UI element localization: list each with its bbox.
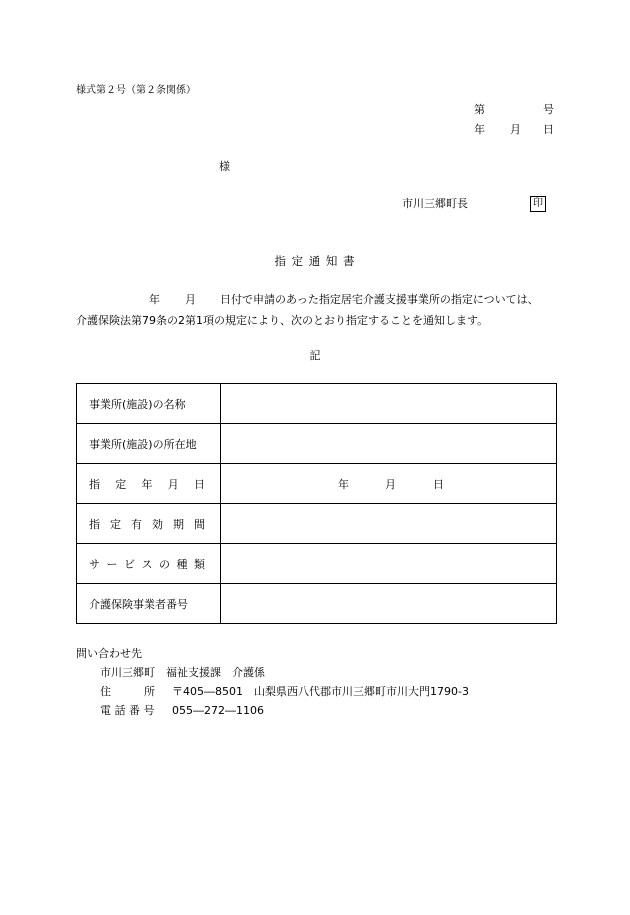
seal-mark: 印 [530, 196, 546, 212]
service-type-label: サ ー ビ ス の 種 類 [77, 544, 221, 584]
designation-month: 月 [385, 477, 396, 491]
designation-date-value [221, 464, 557, 504]
table-row [77, 584, 557, 624]
body-month: 月 [185, 293, 196, 306]
facility-name-label: 事業所(施設)の名称 [77, 384, 221, 424]
designation-year: 年 [338, 477, 349, 491]
body-year: 年 [149, 293, 160, 306]
service-type-value [221, 544, 557, 584]
validity-period-label: 指 定 有 効 期 間 [77, 504, 221, 544]
facility-name-value [221, 384, 557, 424]
doc-number-prefix: 第 [474, 103, 485, 116]
designation-date-label: 指 定 年 月 日 [77, 464, 221, 504]
contact-address-label: 住 所 [100, 685, 155, 698]
contact-address: 〒405―8501 山梨県西八代郡市川三郷町市川大門1790-3 [172, 685, 469, 698]
table-row [77, 464, 557, 504]
facility-address-value [221, 424, 557, 464]
table-row [77, 424, 557, 464]
designation-day: 日 [433, 477, 444, 491]
body-line1-text: 日付で申請のあった指定居宅介護支援事業所の指定については、 [220, 293, 539, 306]
provider-number-value [221, 584, 557, 624]
provider-number-label: 介護保険事業者番号 [77, 584, 221, 624]
issuer-name: 市川三郷町長 [402, 197, 468, 210]
table-row [77, 544, 557, 584]
contact-phone: 055―272―1106 [172, 704, 264, 717]
doc-number-suffix: 号 [543, 103, 554, 116]
contact-phone-label: 電 話 番 号 [100, 704, 155, 717]
addressee-suffix: 様 [219, 160, 230, 173]
ki-heading: 記 [309, 349, 321, 362]
contact-heading: 問い合わせ先 [76, 647, 142, 660]
issue-date-month: 月 [510, 123, 521, 136]
body-line2-text: 介護保険法第79条の2第1項の規定により、次のとおり指定することを通知します。 [76, 314, 489, 327]
issue-date-day: 日 [543, 123, 554, 136]
facility-address-label: 事業所(施設)の所在地 [77, 424, 221, 464]
contact-department: 市川三郷町 福祉支援課 介護係 [100, 666, 265, 679]
table-row [77, 504, 557, 544]
table-row [77, 384, 557, 424]
document-title: 指 定 通 知 書 [274, 254, 356, 268]
issue-date-year: 年 [474, 123, 485, 136]
form-label: 様式第２号（第２条関係） [76, 85, 196, 96]
designation-table [76, 383, 557, 624]
validity-period-value [221, 504, 557, 544]
